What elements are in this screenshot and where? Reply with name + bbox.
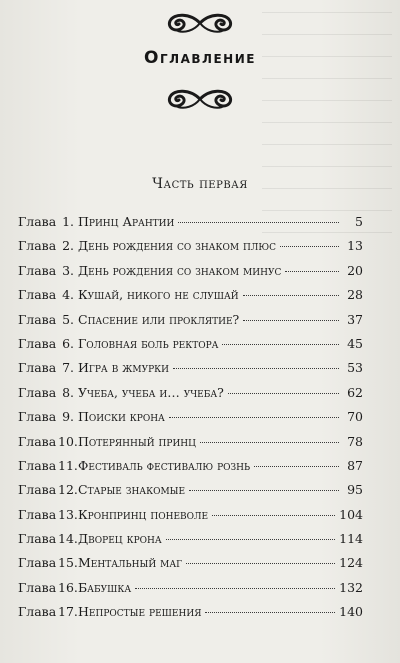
spiral-ornament-icon xyxy=(160,9,240,37)
chapter-label: Глава xyxy=(18,238,57,254)
chapter-page-number: 45 xyxy=(347,335,363,351)
toc-entry[interactable] xyxy=(18,312,363,336)
chapter-page-number: 37 xyxy=(347,311,363,327)
chapter-label: Глава xyxy=(18,433,57,449)
chapter-label: Глава xyxy=(18,555,57,571)
dot-leader xyxy=(228,393,339,394)
chapter-title: Ментальный маг xyxy=(78,555,183,571)
chapter-page-number: 5 xyxy=(355,214,363,229)
chapter-page-number: 62 xyxy=(347,384,363,400)
chapter-page-number: 70 xyxy=(347,409,363,425)
toc-entry[interactable] xyxy=(18,482,363,506)
chapter-title: Игра в жмурки xyxy=(78,360,169,376)
chapter-number: 7. xyxy=(62,360,74,376)
chapter-number: 11. xyxy=(58,457,78,473)
toc-entry[interactable] xyxy=(18,409,363,433)
chapter-page-number: 132 xyxy=(339,579,363,595)
dot-leader xyxy=(200,442,339,443)
chapter-label: Глава xyxy=(18,311,57,327)
part-title: Часть первая xyxy=(152,176,248,192)
chapter-label: Глава xyxy=(18,457,57,473)
toc-entry[interactable] xyxy=(18,458,363,482)
dot-leader xyxy=(173,368,339,369)
chapter-number: 1. xyxy=(62,214,74,229)
chapter-label: Глава xyxy=(18,409,57,425)
chapter-title: Кронпринц поневоле xyxy=(78,506,209,522)
chapter-number: 2. xyxy=(62,238,74,254)
dot-leader xyxy=(254,466,339,467)
toc-entry[interactable] xyxy=(18,434,363,458)
chapter-page-number: 114 xyxy=(339,531,363,547)
chapter-title: Потерянный принц xyxy=(78,433,197,449)
dot-leader xyxy=(222,344,339,345)
chapter-title: Кушай, никого не слушай xyxy=(78,287,239,303)
bleed-through-text xyxy=(262,12,392,242)
chapter-number: 4. xyxy=(62,287,74,303)
chapter-title: Непростые решения xyxy=(78,604,202,620)
chapter-title: Головная боль ректора xyxy=(78,335,219,351)
chapter-label: Глава xyxy=(18,214,57,229)
chapter-page-number: 95 xyxy=(347,482,363,498)
chapter-page-number: 13 xyxy=(347,238,363,254)
chapter-title: Старые знакомые xyxy=(78,482,186,498)
chapter-title: День рождения со знаком минус xyxy=(78,262,282,278)
toc-entry[interactable] xyxy=(18,507,363,531)
dot-leader xyxy=(178,222,339,223)
toc-entry[interactable] xyxy=(18,336,363,360)
chapter-label: Глава xyxy=(18,335,57,351)
chapter-label: Глава xyxy=(18,506,57,522)
chapter-number: 9. xyxy=(62,409,74,425)
dot-leader xyxy=(205,612,335,613)
chapter-number: 8. xyxy=(62,384,74,400)
chapter-page-number: 124 xyxy=(339,555,363,571)
chapter-number: 12. xyxy=(58,482,78,498)
chapter-title: Принц Арантии xyxy=(78,214,175,229)
toc-entry[interactable] xyxy=(18,263,363,287)
chapter-page-number: 104 xyxy=(339,506,363,522)
dot-leader xyxy=(243,320,339,321)
chapter-title: Поиски крона xyxy=(78,409,165,425)
dot-leader xyxy=(135,588,335,589)
toc-entry[interactable] xyxy=(18,555,363,579)
chapter-label: Глава xyxy=(18,604,57,620)
chapter-label: Глава xyxy=(18,262,57,278)
chapter-label: Глава xyxy=(18,287,57,303)
chapter-number: 15. xyxy=(58,555,78,571)
chapter-label: Глава xyxy=(18,531,57,547)
toc-entry[interactable] xyxy=(18,238,363,262)
toc-entry[interactable] xyxy=(18,604,363,628)
page-title: Оглавление xyxy=(144,48,256,68)
chapter-number: 5. xyxy=(62,311,74,327)
spiral-ornament-icon xyxy=(160,85,240,113)
chapter-title: Учеба, учеба и… учеба? xyxy=(78,384,224,400)
toc-entry[interactable] xyxy=(18,214,363,238)
chapter-title: Фестиваль фестивалю рознь xyxy=(78,457,251,473)
chapter-number: 10. xyxy=(58,433,78,449)
chapter-page-number: 140 xyxy=(339,604,363,620)
dot-leader xyxy=(212,515,335,516)
dot-leader xyxy=(280,246,339,247)
chapter-page-number: 53 xyxy=(347,360,363,376)
chapter-page-number: 87 xyxy=(347,457,363,473)
chapter-number: 3. xyxy=(62,262,74,278)
dot-leader xyxy=(169,417,339,418)
chapter-number: 13. xyxy=(58,506,78,522)
dot-leader xyxy=(166,539,335,540)
chapter-page-number: 20 xyxy=(347,262,363,278)
chapter-label: Глава xyxy=(18,579,57,595)
toc-entry[interactable] xyxy=(18,385,363,409)
dot-leader xyxy=(243,295,339,296)
chapter-page-number: 78 xyxy=(347,433,363,449)
chapter-number: 14. xyxy=(58,531,78,547)
chapter-number: 6. xyxy=(62,335,74,351)
chapter-label: Глава xyxy=(18,482,57,498)
chapter-number: 17. xyxy=(58,604,78,620)
chapter-title: Бабушка xyxy=(78,579,132,595)
dot-leader xyxy=(285,271,339,272)
toc-entry[interactable] xyxy=(18,360,363,384)
chapter-label: Глава xyxy=(18,384,57,400)
chapter-page-number: 28 xyxy=(347,287,363,303)
dot-leader xyxy=(189,490,339,491)
toc-entry[interactable] xyxy=(18,531,363,555)
toc-entry[interactable] xyxy=(18,580,363,604)
chapter-number: 16. xyxy=(58,579,78,595)
chapter-title: Дворец крона xyxy=(78,531,162,547)
dot-leader xyxy=(186,563,335,564)
chapter-title: День рождения со знаком плюс xyxy=(78,238,277,254)
chapter-title: Спасение или проклятие? xyxy=(78,311,240,327)
toc-entry[interactable] xyxy=(18,287,363,311)
table-of-contents xyxy=(18,214,363,629)
chapter-label: Глава xyxy=(18,360,57,376)
